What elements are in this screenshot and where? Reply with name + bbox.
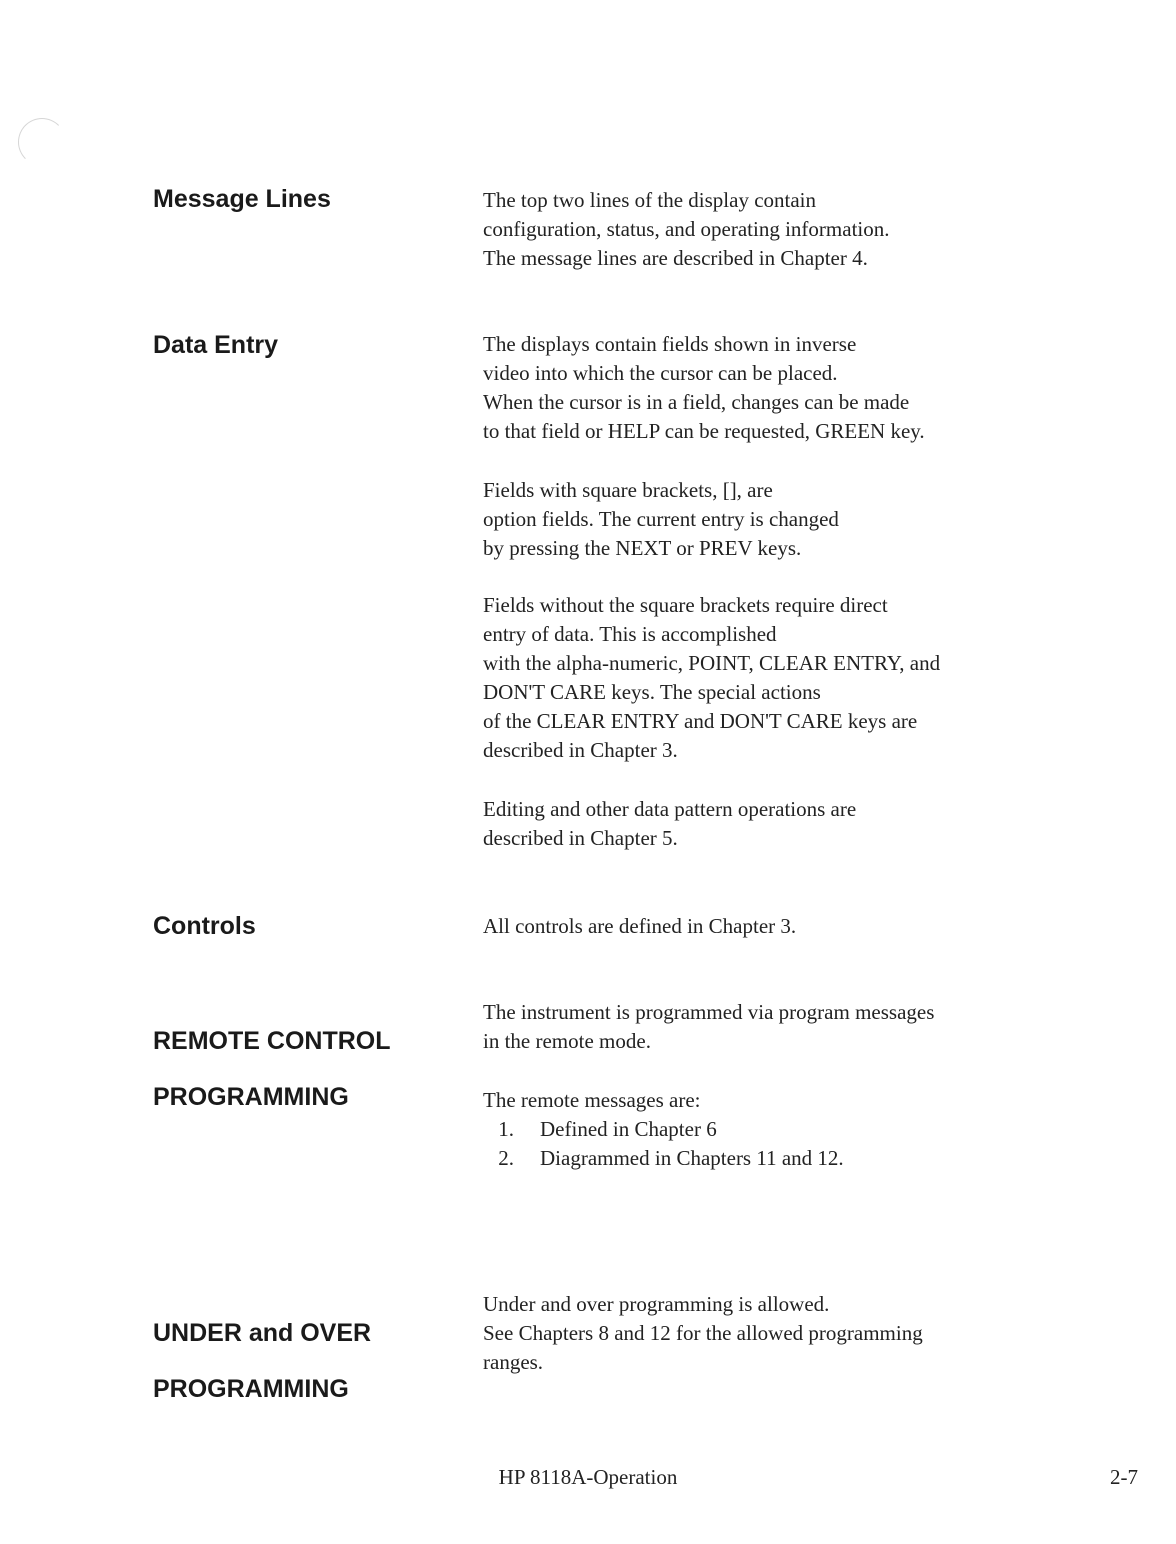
list-item (483, 1144, 1083, 1173)
text-line: option fields. The current entry is changed (483, 507, 839, 531)
heading-line: REMOTE CONTROL (153, 1027, 391, 1055)
text-line: video into which the cursor can be placed. (483, 361, 838, 385)
list-number: 2. (498, 1146, 514, 1170)
text-line: Under and over programming is allowed. (483, 1292, 830, 1316)
list-text: Diagrammed in Chapters 11 and 12. (540, 1146, 844, 1170)
text-line: The instrument is programmed via program messages (483, 1000, 935, 1024)
text-line: All controls are defined in Chapter 3. (483, 914, 797, 938)
footer-title: HP 8118A-Operation (498, 1465, 678, 1489)
page-number: 2-7 (1110, 1465, 1138, 1489)
controls-text (483, 912, 1083, 941)
message-lines-text (483, 186, 1083, 273)
text-line: Editing and other data pattern operations are (483, 797, 857, 821)
data-entry-para-4 (483, 795, 1083, 853)
heading-line: PROGRAMMING (153, 1375, 349, 1403)
under-over-text (483, 1290, 1083, 1377)
list-text: Defined in Chapter 6 (540, 1117, 717, 1141)
text-line: entry of data. This is accomplished (483, 622, 777, 646)
text-line: described in Chapter 5. (483, 826, 678, 850)
text-line: ranges. (483, 1350, 544, 1374)
text-line: See Chapters 8 and 12 for the allowed programming (483, 1321, 923, 1345)
heading-controls: Controls (153, 912, 256, 940)
remote-control-messages (483, 1086, 1083, 1173)
text-line: Fields without the square brackets require direct (483, 593, 888, 617)
text-line: described in Chapter 3. (483, 738, 678, 762)
list-number: 1. (498, 1117, 514, 1141)
text-line: configuration, status, and operating information. (483, 217, 890, 241)
heading-under-over-programming (153, 1291, 371, 1431)
data-entry-para-1 (483, 330, 1083, 446)
text-line: with the alpha-numeric, POINT, CLEAR ENTRY, and (483, 651, 941, 675)
heading-line: PROGRAMMING (153, 1083, 349, 1111)
text-line: The displays contain fields shown in inverse (483, 332, 857, 356)
list-item (483, 1115, 1083, 1144)
heading-message-lines: Message Lines (153, 185, 331, 213)
data-entry-para-3 (483, 591, 1083, 765)
text-line: The remote messages are: (483, 1088, 701, 1112)
heading-remote-control-programming (153, 999, 391, 1139)
text-line: DON'T CARE keys. The special actions (483, 680, 821, 704)
text-line: in the remote mode. (483, 1029, 651, 1053)
data-entry-para-2 (483, 476, 1083, 563)
text-line: to that field or HELP can be requested, GREEN key. (483, 419, 925, 443)
scan-artifact-mark (18, 118, 66, 166)
heading-line: UNDER and OVER (153, 1319, 372, 1347)
text-line: The top two lines of the display contain (483, 188, 817, 212)
text-line: of the CLEAR ENTRY and DON'T CARE keys are (483, 709, 918, 733)
remote-control-para-1 (483, 998, 1083, 1056)
text-line: by pressing the NEXT or PREV keys. (483, 536, 802, 560)
text-line: Fields with square brackets, [], are (483, 478, 773, 502)
text-line: The message lines are described in Chapter 4. (483, 246, 868, 270)
heading-data-entry: Data Entry (153, 331, 279, 359)
text-line: When the cursor is in a field, changes can be made (483, 390, 910, 414)
